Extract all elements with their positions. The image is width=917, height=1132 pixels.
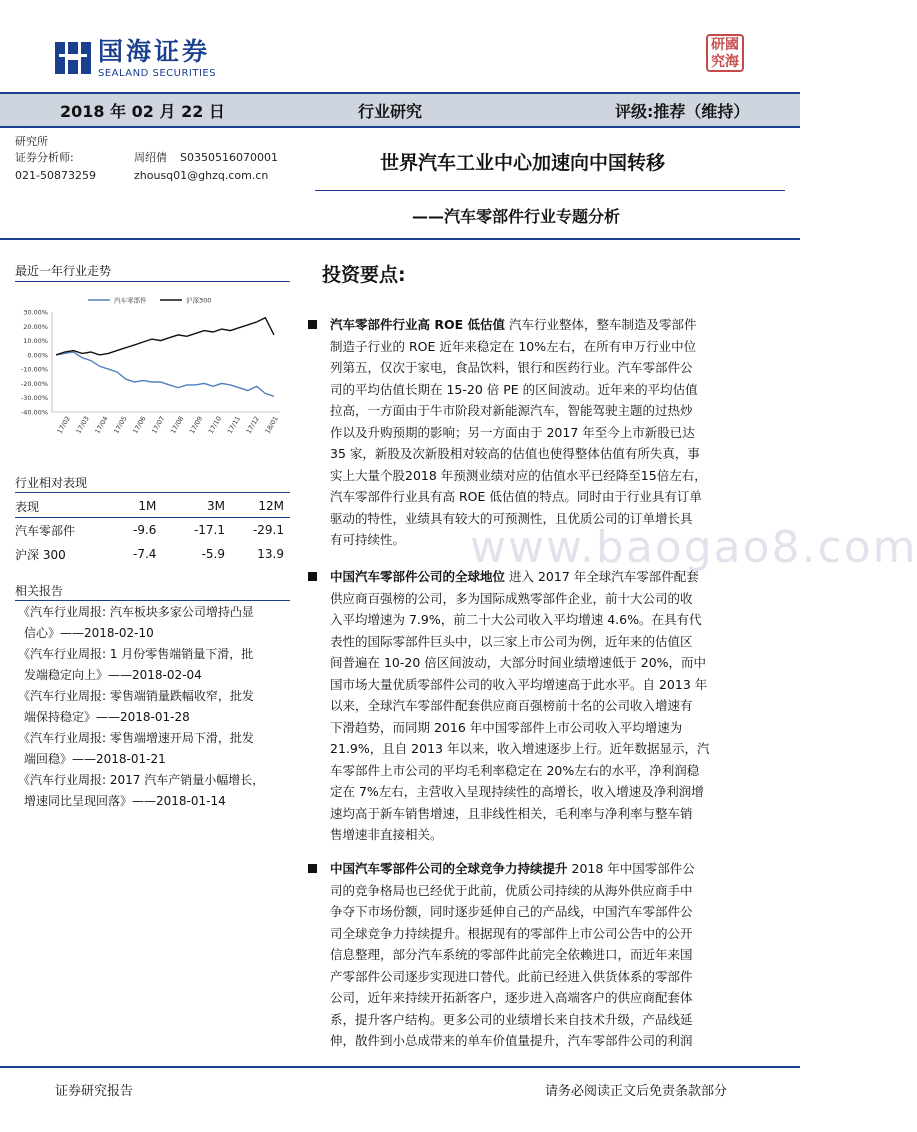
related-report-link[interactable]: 发端稳定向上》——2018-02-04	[24, 668, 202, 682]
x-tick-label: 18/01	[263, 414, 280, 436]
para-line: 系，提升客户结构。更多公司的业绩增长来自技术升级，产品线延	[330, 1011, 693, 1027]
point-heading: 汽车零部件行业高 ROE 低估值	[330, 317, 505, 332]
legend-label: 沪深300	[186, 296, 212, 305]
bullet-icon	[308, 864, 317, 873]
footer-divider	[0, 1066, 800, 1068]
y-tick-label: -40.00%	[20, 408, 48, 417]
y-tick-label: 30.00%	[23, 308, 48, 317]
report-date: 2018 年 02 月 22 日	[60, 102, 225, 121]
point-heading: 中国汽车零部件公司的全球地位	[330, 569, 506, 584]
para-line: 作以及升购预期的影响；另一方面由于 2017 年至今上市新股已达	[330, 424, 695, 440]
brand-name-en: SEALAND SECURITIES	[98, 68, 217, 79]
para-line: 汽车行业整体，整车制造及零部件	[508, 317, 697, 332]
related-report-link[interactable]: 《汽车行业周报: 零售端增速开局下滑，批发	[18, 731, 254, 745]
para-line: 车零部件上市公司的平均毛利率稳定在 20%左右的水平，净利润稳	[330, 762, 700, 778]
para-line: 2018 年中国零部件公	[571, 861, 695, 876]
analyst-org: 研究所	[15, 135, 48, 148]
x-tick-label: 17/09	[187, 414, 205, 436]
invest-point-competitiveness	[330, 858, 770, 1052]
para-line: 实上大量个股2018 年预测业绩对应的估值水平已经降至15倍左右，	[330, 467, 707, 483]
x-tick-label: 17/11	[225, 414, 243, 436]
related-divider	[15, 600, 290, 601]
para-line: 司全球竞争力持续提升。根据现有的零部件上市公司公告中的公开	[330, 925, 693, 941]
analyst-name: 周绍倩	[134, 151, 167, 164]
analyst-role: 证券分析师:	[15, 151, 74, 164]
table-cell: 汽车零部件	[15, 523, 76, 538]
para-line: 下滑趋势，而同期 2016 年中国零部件上市公司收入平均增速为	[330, 719, 683, 735]
para-line: 司的平均估值长期在 15-20 倍 PE 的区间波动。近年来的平均估值	[330, 381, 698, 397]
para-line: 速均高于新车销售增速，且非线性相关，毛利率与净利率与整车销	[330, 805, 693, 821]
para-line: 列第五，仅次于家电，食品饮料，银行和医药行业。汽车零部件公	[330, 360, 693, 375]
x-tick-label: 17/04	[93, 414, 110, 436]
title-divider	[315, 190, 785, 191]
table-cell: -17.1	[193, 523, 226, 537]
x-tick-label: 17/05	[112, 414, 129, 436]
para-line: 以来，全球汽车零部件配套供应商百强榜前十名的公司收入增速有	[330, 698, 693, 713]
x-tick-label: 17/06	[131, 414, 148, 436]
x-tick-label: 17/08	[169, 414, 186, 436]
related-report-link[interactable]: 信心》——2018-02-10	[24, 626, 154, 640]
para-line: 供应商百强榜的公司，多为国际成熟零部件企业，前十大公司的收	[330, 590, 693, 606]
para-line: 拉高，一方面由于牛市阶段对新能源汽车，智能驾驶主题的过热炒	[330, 403, 693, 418]
table-cell: 13.9	[257, 547, 284, 561]
seal-char-4: 海	[725, 54, 739, 70]
section-divider	[0, 238, 800, 240]
para-line: 司的竞争格局也已经优于此前，优质公司持续的从海外供应商手中	[330, 882, 693, 898]
watermark: www.baogao8.com	[470, 522, 917, 573]
para-line: 汽车零部件行业具有高 ROE 低估值的特点。同时由于行业具有订单	[330, 489, 702, 504]
series-line-1	[56, 352, 274, 396]
para-line: 间普遍在 10-20 倍区间波动，大部分时间业绩增速低于 20%，而中	[330, 655, 707, 670]
point-heading: 中国汽车零部件公司的全球竞争力持续提升	[330, 861, 568, 876]
para-line: 信息整理，部分汽车系统的零部件此前完全依赖进口，而近年来国	[330, 947, 693, 962]
table-cell: -29.1	[252, 523, 284, 537]
x-tick-label: 17/10	[206, 414, 224, 436]
para-line: 表性的国际零部件巨头中，以三家上市公司为例，近年来的估值区	[330, 633, 693, 649]
para-line: 国市场大量优质零部件公司的收入平均增速高于此水平。自 2013 年	[330, 676, 708, 692]
performance-divider-top	[15, 492, 290, 493]
report-type: 行业研究	[358, 102, 423, 121]
table-cell: -5.9	[201, 547, 226, 561]
para-line: 入平均增速为 7.9%，前二十大公司收入平均增速 4.6%。在具有代	[330, 612, 702, 627]
related-report-link[interactable]: 端保持稳定》——2018-01-28	[24, 710, 190, 724]
logo-icon	[55, 40, 91, 76]
seal-row-2	[708, 54, 742, 71]
para-line: 21.9%，且自 2013 年以来，收入增速逐步上行。近年数据显示，汽	[330, 741, 710, 756]
para-line: 产零部件公司逐步实现进口替代。此前已经进入供货体系的零部件	[330, 968, 693, 984]
performance-divider-mid	[15, 517, 290, 518]
table-row	[15, 518, 290, 542]
table-cell: 沪深 300	[15, 547, 66, 562]
invest-point-global-position	[330, 566, 770, 846]
brand-name: 国海证券	[98, 37, 211, 66]
y-tick-label: 0.00%	[27, 351, 48, 360]
table-cell: -9.6	[133, 523, 157, 537]
bullet-icon	[308, 320, 317, 329]
related-report-link[interactable]: 《汽车行业周报: 零售端销量跌幅收窄，批发	[18, 689, 254, 703]
table-header-row	[15, 494, 290, 518]
para-line: 售增速非直接相关。	[330, 827, 443, 842]
trend-title: 最近一年行业走势	[15, 264, 112, 278]
y-tick-label: -20.00%	[20, 379, 48, 388]
seal-row-1	[708, 37, 742, 54]
report-title: 世界汽车工业中心加速向中国转移	[380, 152, 666, 174]
y-tick-label: -30.00%	[20, 394, 48, 403]
para-line: 35 家，新股及次新股相对较高的估值也使得整体估值有所失真，事	[330, 446, 700, 461]
seal-char-3: 究	[711, 54, 725, 70]
research-seal	[706, 34, 744, 72]
header-cell: 表现	[15, 499, 40, 514]
para-line: 制造子行业的 ROE 近年来稳定在 10%左右，在所有申万行业中位	[330, 338, 697, 354]
para-line: 伸，散件到小总成带来的单车价值量提升，汽车零部件公司的利润	[330, 1033, 693, 1048]
related-report-link[interactable]: 《汽车行业周报: 1 月份零售端销量下滑，批	[18, 647, 254, 661]
header-cell: 1M	[138, 499, 157, 513]
seal-char-1: 研	[711, 37, 725, 53]
seal-char-2: 國	[725, 37, 739, 53]
header-cell: 12M	[258, 499, 284, 513]
para-line: 进入 2017 年全球汽车零部件配套	[509, 569, 699, 584]
y-tick-label: 20.00%	[23, 322, 48, 331]
para-line: 驱动的特性，业绩具有较大的可预测性，且优质公司的订单增长具	[330, 510, 693, 526]
related-report-link[interactable]: 端回稳》——2018-01-21	[24, 752, 166, 766]
header-band	[0, 92, 800, 128]
report-rating: 评级:推荐（维持）	[615, 102, 750, 121]
series-line-2	[56, 318, 274, 355]
footer-left: 证券研究报告	[55, 1084, 134, 1099]
legend-label: 汽车零部件	[114, 296, 147, 305]
footer-right: 请务必阅读正文后免责条款部分	[545, 1084, 728, 1099]
invest-heading: 投资要点:	[322, 264, 406, 286]
invest-point-roe	[330, 314, 770, 551]
table-row	[15, 542, 290, 566]
y-tick-label: 10.00%	[23, 337, 48, 346]
x-tick-label: 17/07	[150, 414, 167, 436]
related-reports-list	[18, 602, 298, 812]
para-line: 公司，近年来持续开拓新客户，逐步进入高端客户的供应商配套体	[330, 990, 693, 1005]
related-report-link[interactable]: 《汽车行业周报: 汽车板块多家公司增持凸显	[18, 605, 254, 619]
para-line: 定在 7%左右，主营收入呈现持续性的高增长，收入增速及净利润增	[330, 784, 704, 799]
table-cell: -7.4	[133, 547, 157, 561]
header-cell: 3M	[207, 499, 226, 513]
bullet-icon	[308, 572, 317, 581]
trend-divider	[15, 281, 290, 282]
related-report-link[interactable]: 《汽车行业周报: 2017 汽车产销量小幅增长，	[18, 773, 265, 787]
x-tick-label: 17/02	[55, 414, 72, 436]
para-line: 争夺下市场份额，同时逐步延伸自己的产品线，中国汽车零部件公	[330, 904, 693, 919]
para-line: 有可持续性。	[330, 532, 406, 547]
x-tick-label: 17/12	[244, 414, 261, 436]
performance-table	[15, 494, 290, 566]
related-report-link[interactable]: 增速同比呈现回落》——2018-01-14	[24, 794, 226, 808]
analyst-license: S0350516070001	[180, 151, 278, 164]
related-title: 相关报告	[15, 584, 64, 598]
trend-chart	[0, 290, 290, 445]
y-tick-label: -10.00%	[20, 365, 48, 374]
x-tick-label: 17/03	[74, 414, 91, 436]
analyst-email[interactable]: zhousq01@ghzq.com.cn	[134, 169, 269, 182]
analyst-phone: 021-50873259	[15, 169, 96, 182]
report-subtitle: ——汽车零部件行业专题分析	[412, 207, 621, 226]
performance-title: 行业相对表现	[15, 476, 88, 490]
